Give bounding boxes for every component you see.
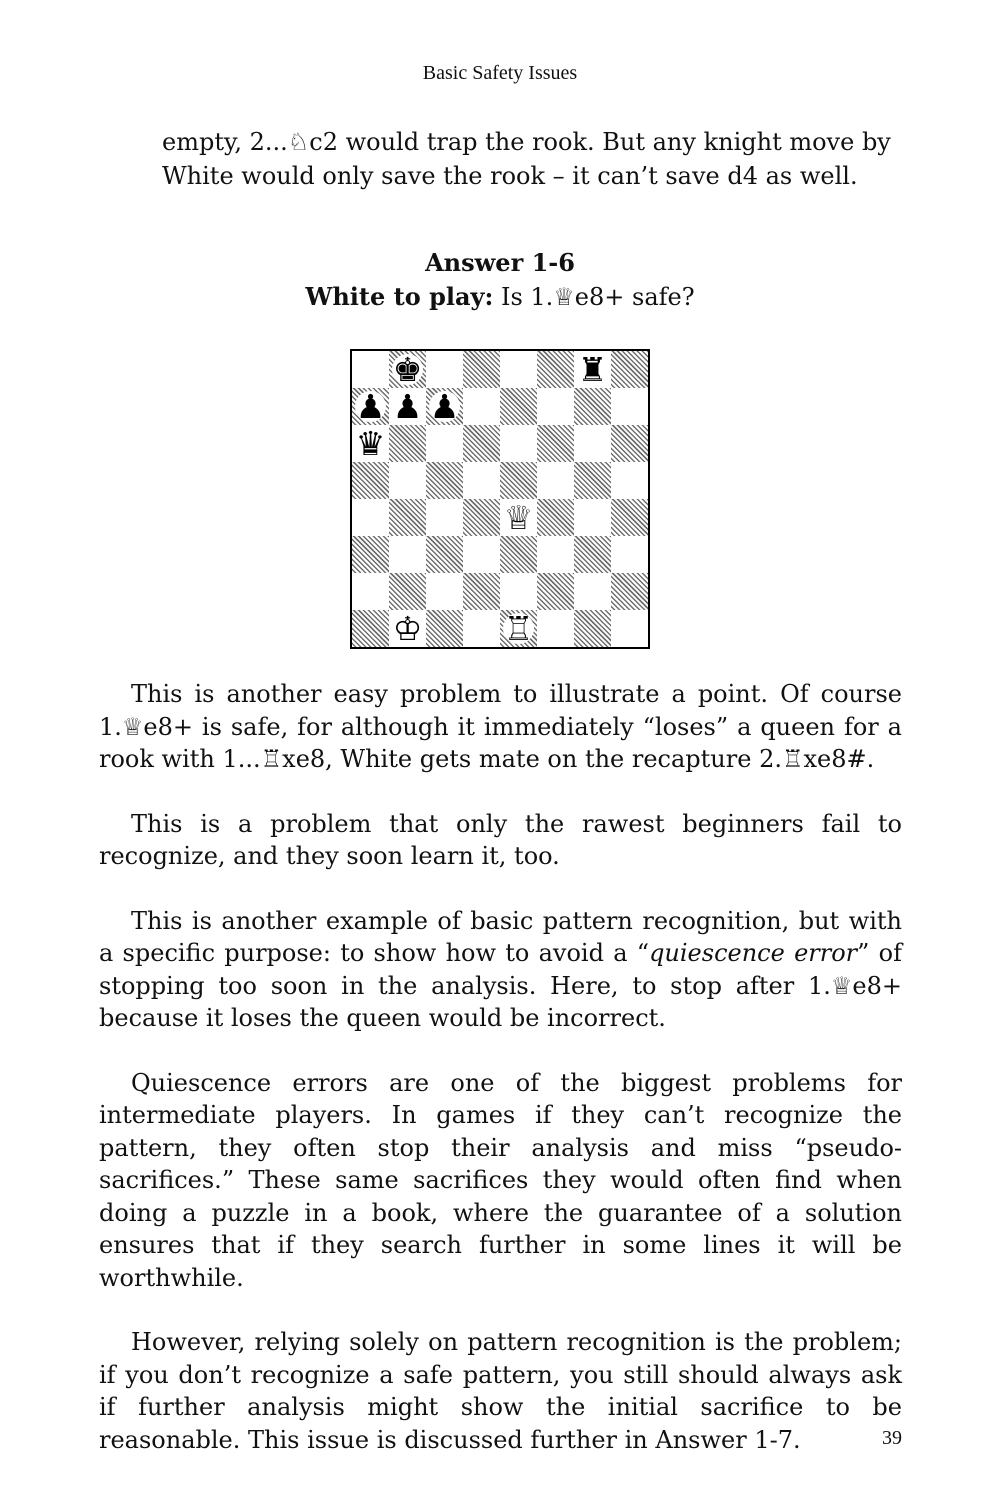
board-square-b5 [389,462,426,499]
board-square-e1 [500,610,537,647]
board-square-a3 [352,536,389,573]
paragraph-text-after: ” of stopping too soon in the analysis. Here, to stop after 1.♕e8+ because it loses the queen would be incorrect. [99,939,903,1032]
board-square-g6 [574,425,611,462]
board-square-a4 [352,499,389,536]
board-square-d2 [463,573,500,610]
board-square-f1 [537,610,574,647]
board-square-h1 [611,610,648,647]
paragraph [99,808,902,873]
chess-piece-icon: ♖ [503,610,534,647]
answer-title: Answer 1-6 [425,248,575,277]
answer-question-line [0,280,1000,314]
chess-piece-icon: ♟ [392,388,423,425]
board-square-h4 [611,499,648,536]
board-square-c3 [426,536,463,573]
board-square-h7 [611,388,648,425]
board-square-f4 [537,499,574,536]
board-square-g8 [574,351,611,388]
paragraph [99,678,902,776]
board-square-c5 [426,462,463,499]
chess-piece-icon: ♔ [392,610,423,647]
paragraph [99,1067,902,1295]
board-square-d1 [463,610,500,647]
board-square-c2 [426,573,463,610]
paragraph-text: This is another example of basic pattern recognition, but with a specific purpose: to show how to avoid a “ [99,906,902,967]
board-square-d7 [463,388,500,425]
board-square-e5 [500,462,537,499]
board-square-e3 [500,536,537,573]
board-square-c1 [426,610,463,647]
board-square-b6 [389,425,426,462]
board-square-g7 [574,388,611,425]
board-square-e6 [500,425,537,462]
board-square-a1 [352,610,389,647]
continuation-line-2: White would only save the rook – it can’t save d4 as well. [162,162,858,190]
continuation-text [162,125,904,193]
chess-piece-icon: ♟ [355,388,386,425]
chess-piece-icon: ♟ [429,388,460,425]
board-square-d6 [463,425,500,462]
board-square-h6 [611,425,648,462]
board-square-h2 [611,573,648,610]
board-square-h3 [611,536,648,573]
board-square-a7 [352,388,389,425]
chess-piece-icon: ♜ [577,351,608,388]
board-square-d5 [463,462,500,499]
board-square-h8 [611,351,648,388]
board-square-f5 [537,462,574,499]
board-square-c4 [426,499,463,536]
paragraph-text: However, relying solely on pattern recognition is the problem; if you don’t recognize a safe pattern, you still should always ask if further analysis might show the initial sacrifice to be reasonable. This issue is discussed further in Answer 1-7. [99,1328,902,1454]
board-square-a2 [352,573,389,610]
board-square-c6 [426,425,463,462]
chess-piece-icon: ♕ [503,499,534,536]
board-square-f2 [537,573,574,610]
board-square-d8 [463,351,500,388]
board-square-d4 [463,499,500,536]
board-square-f8 [537,351,574,388]
board-square-a8 [352,351,389,388]
board-square-g4 [574,499,611,536]
paragraph-text: This is another easy problem to illustrate a point. Of course 1.♕e8+ is safe, for although it immediately “loses” a queen for a rook with 1...♖xe8, White gets mate on the recapture 2.♖xe8#. [99,680,902,773]
board-square-b1 [389,610,426,647]
board-square-b4 [389,499,426,536]
board-square-c7 [426,388,463,425]
board-square-a6 [352,425,389,462]
board-square-f6 [537,425,574,462]
paragraph [99,905,902,1035]
board-square-e4 [500,499,537,536]
continuation-line-1: empty, 2...♘c2 would trap the rook. But any knight move by [162,128,891,156]
board-square-e8 [500,351,537,388]
board-square-e7 [500,388,537,425]
body-text [99,678,902,1488]
paragraph-text: This is a problem that only the rawest beginners fail to recognize, and they soon learn it, too. [99,809,902,870]
board-square-b3 [389,536,426,573]
board-square-a5 [352,462,389,499]
board-square-b8 [389,351,426,388]
board-square-f7 [537,388,574,425]
board-square-b2 [389,573,426,610]
board-square-f3 [537,536,574,573]
board-square-c8 [426,351,463,388]
board-square-g2 [574,573,611,610]
board-square-g3 [574,536,611,573]
board-square-g5 [574,462,611,499]
answer-heading [0,246,1000,314]
paragraph-text: Quiescence errors are one of the biggest problems for intermediate players. In games if they can’t recognize the pattern, they often stop their analysis and miss “pseudo-sacrifices.” These same sacrifices they would often find when doing a puzzle in a book, where the guarantee of a solution ensures that if they search further in some lines it will be worthwhile. [99,1068,902,1292]
paragraph [99,1326,902,1456]
chess-piece-icon: ♛ [355,425,386,462]
chess-piece-icon: ♚ [392,351,423,388]
board-square-g1 [574,610,611,647]
board-square-b7 [389,388,426,425]
board-square-e2 [500,573,537,610]
chess-diagram [350,349,650,649]
board-square-d3 [463,536,500,573]
board-square-h5 [611,462,648,499]
answer-question: Is 1.♕e8+ safe? [493,283,695,311]
page-number: 39 [882,1427,902,1449]
running-head: Basic Safety Issues [422,62,578,84]
emphasis-text: quiescence error [649,939,858,967]
answer-lead: White to play: [305,282,494,311]
